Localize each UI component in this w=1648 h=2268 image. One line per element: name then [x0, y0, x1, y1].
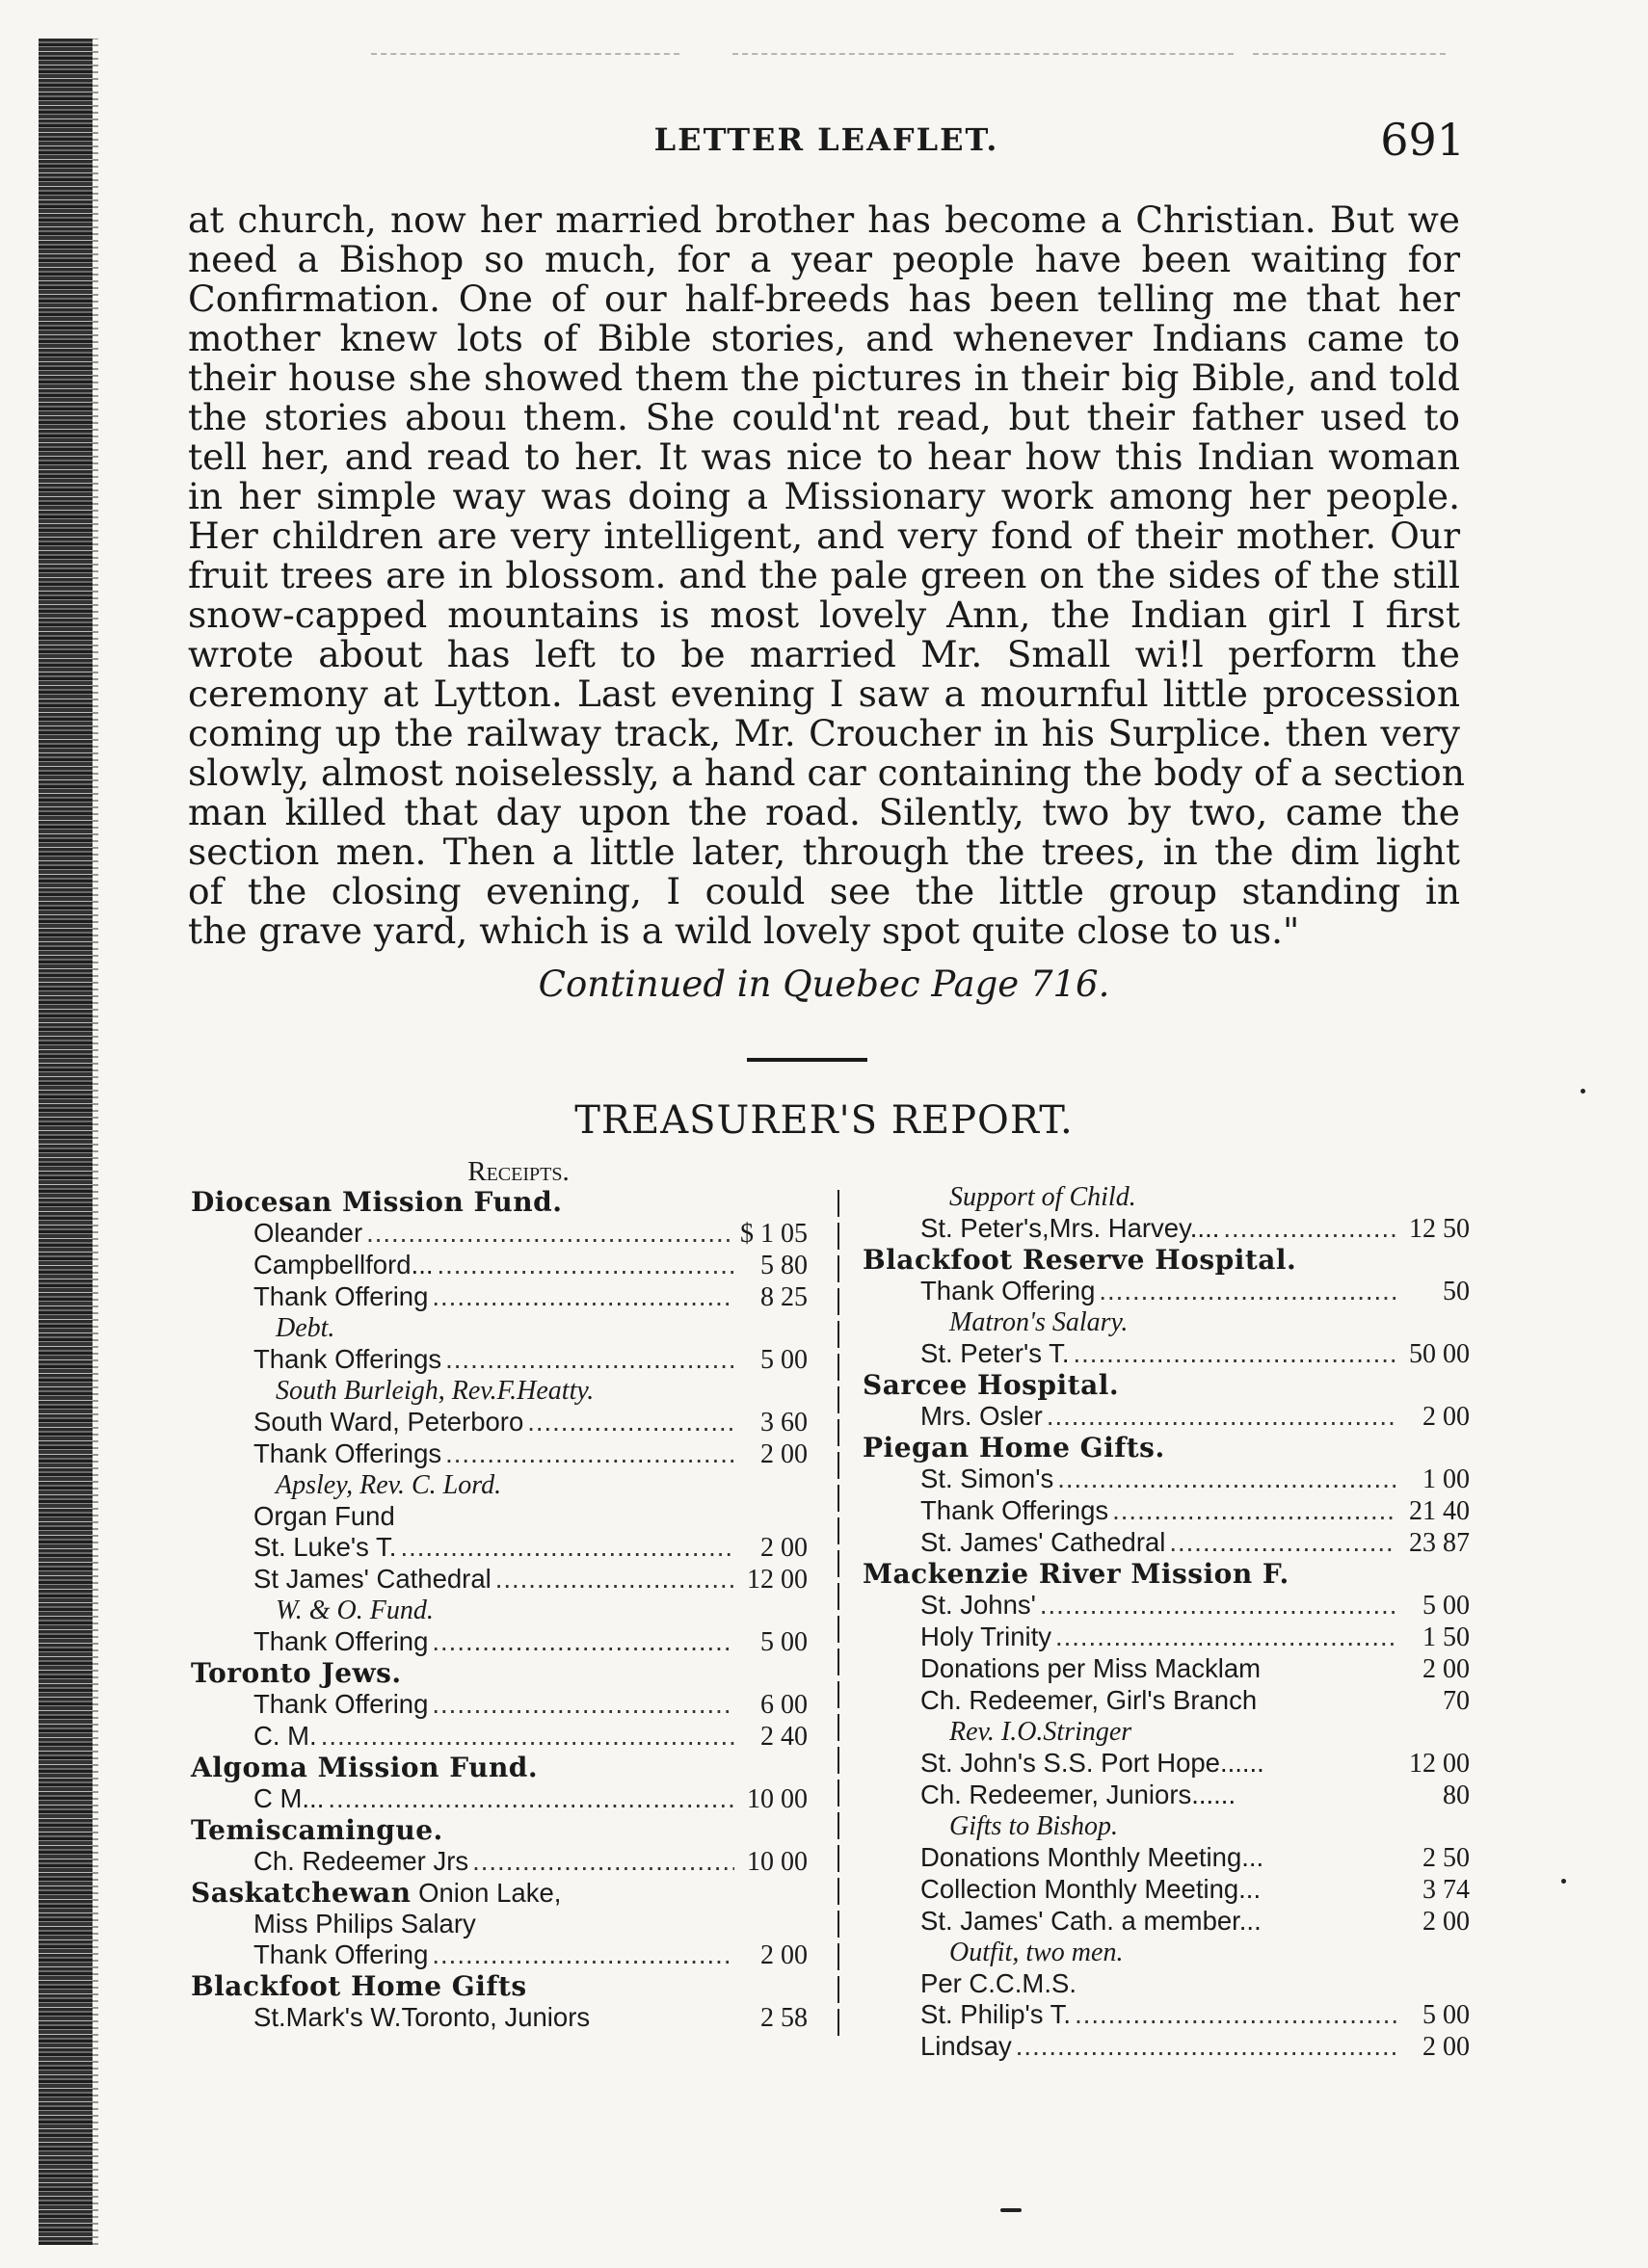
receipt-row — [191, 1218, 808, 1250]
letter-line: tell her, and read to her. It was nice to hear how this Indian woman — [188, 435, 1460, 478]
letter-line: mother knew lots of Bible stories, and whenever Indians came to — [188, 317, 1460, 359]
letter-line: Confirmation. One of our half-breeds has been telling me that her — [188, 277, 1460, 320]
receipt-label: South Ward, Peterboro — [253, 1407, 524, 1437]
receipt-row — [863, 1401, 1470, 1433]
receipt-amount: 6 00 — [760, 1690, 808, 1720]
letter-line: man killed that day upon the road. Silently, two by two, came the — [188, 791, 1460, 833]
receipt-amount: 80 — [1443, 1780, 1470, 1810]
dot-leader — [432, 1939, 734, 1970]
receipt-label: Campbellford... — [253, 1250, 434, 1279]
receipt-row — [863, 1590, 1470, 1622]
letter-line: wrote about has left to be married Mr. Small wi!l perform the — [188, 633, 1460, 675]
sub-heading: Support of Child. — [949, 1182, 1136, 1212]
receipt-row — [863, 2031, 1470, 2063]
fund-heading: Temiscamingue. — [191, 1814, 443, 1846]
receipt-row — [191, 2002, 808, 2034]
receipt-amount: 50 00 — [1409, 1339, 1470, 1369]
receipt-amount: 3 74 — [1422, 1875, 1470, 1905]
receipt-label: St. James' Cath. a member... — [920, 1906, 1262, 1936]
letter-line: section men. Then a little later, through the trees, in the dim light — [188, 831, 1460, 873]
column-divider — [837, 1190, 839, 2038]
page-number: 691 — [1380, 114, 1465, 166]
receipt-label: Collection Monthly Meeting... — [920, 1874, 1262, 1904]
sub-heading: Debt. — [276, 1313, 335, 1343]
continued-note: Continued in Quebec Page 716. — [538, 963, 1110, 1005]
dot-leader — [1169, 1527, 1396, 1558]
receipt-row — [191, 1250, 808, 1281]
receipt-row — [191, 1344, 808, 1376]
dot-leader — [1016, 2031, 1396, 2062]
receipt-label: St. Simon's — [920, 1464, 1054, 1493]
letter-line: of the closing evening, I could see the little group standing in — [188, 870, 1460, 912]
dot-leader — [1074, 1338, 1396, 1369]
receipt-row — [863, 1653, 1470, 1685]
receipt-label: Thank Offering — [253, 1626, 429, 1656]
receipt-label: St. Philip's T. — [920, 1999, 1072, 2029]
receipt-amount: 12 00 — [747, 1565, 808, 1595]
fund-heading — [191, 1878, 808, 1909]
dot-leader — [1099, 1276, 1396, 1306]
dot-leader — [366, 1218, 734, 1249]
receipt-row — [191, 1939, 808, 1971]
receipt-label: Ch. Redeemer Jrs — [253, 1846, 469, 1876]
receipt-amount: 5 00 — [760, 1345, 808, 1375]
receipt-row — [863, 1213, 1470, 1245]
receipt-amount: 5 80 — [760, 1251, 808, 1280]
receipt-row — [191, 1564, 808, 1596]
receipt-row — [191, 1532, 808, 1564]
receipt-amount: 2 00 — [760, 1533, 808, 1563]
receipt-label: St. Peter's T. — [920, 1338, 1070, 1368]
dot-leader — [1057, 1464, 1396, 1494]
receipt-row — [863, 1842, 1470, 1874]
entry-note: Organ Fund — [253, 1501, 395, 1531]
receipt-row — [863, 1874, 1470, 1906]
receipt-label: Thank Offering — [253, 1689, 429, 1719]
page-header — [188, 114, 1465, 171]
dot-leader — [445, 1438, 734, 1469]
receipt-amount: 2 00 — [1422, 1907, 1470, 1937]
receipt-row — [191, 1783, 808, 1815]
letter-line: the stories abouı them. She could'nt read, but their father used to — [188, 396, 1460, 438]
dot-leader — [472, 1846, 734, 1877]
dot-leader — [527, 1407, 734, 1437]
receipt-amount: 12 50 — [1409, 1214, 1470, 1244]
section-rule — [747, 1058, 867, 1062]
receipt-row — [863, 1276, 1470, 1307]
letter-line: need a Bishop so much, for a year people have been waiting for — [188, 238, 1460, 280]
receipt-label: Donations per Miss Macklam — [920, 1653, 1262, 1683]
receipt-label: Thank Offering — [253, 1939, 429, 1969]
receipt-amount: 70 — [1443, 1686, 1470, 1716]
letter-line: the grave yard, which is a wild lovely spot quite close to us." — [188, 910, 1300, 952]
fund-heading-location: Onion Lake, — [411, 1878, 562, 1908]
receipt-label: St. James' Cathedral — [920, 1527, 1166, 1557]
receipt-row — [191, 1721, 808, 1753]
sub-heading: W. & O. Fund. — [276, 1596, 434, 1625]
scan-artifact-line — [732, 53, 1234, 57]
dot-leader — [1047, 1401, 1396, 1432]
receipt-amount: $ 1 05 — [740, 1219, 808, 1249]
fund-heading: Diocesan Mission Fund. — [191, 1186, 563, 1218]
sub-heading: Rev. I.O.Stringer — [949, 1717, 1132, 1747]
receipt-label: Oleander — [253, 1218, 363, 1248]
receipt-row — [863, 1464, 1470, 1495]
receipt-amount: 12 00 — [1409, 1749, 1470, 1779]
dot-leader — [1055, 1622, 1396, 1652]
receipt-label: C M... — [253, 1783, 325, 1813]
sub-heading: Gifts to Bishop. — [949, 1811, 1119, 1841]
letter-line: fruit trees are in blossom. and the pale green on the sides of the still — [188, 554, 1460, 596]
receipts-heading: Receipts. — [467, 1156, 570, 1187]
sub-heading: South Burleigh, Rev.F.Heatty. — [276, 1376, 595, 1406]
dot-leader — [432, 1689, 734, 1720]
receipt-amount: 5 00 — [760, 1627, 808, 1657]
fund-heading: Algoma Mission Fund. — [191, 1752, 539, 1783]
receipt-row — [863, 1748, 1470, 1780]
dot-leader — [328, 1783, 734, 1814]
letter-line: in her simple way was doing a Missionary work among her people. — [188, 475, 1460, 517]
letter-line: their house she showed them the pictures in their big Bible, and told — [188, 356, 1460, 399]
receipt-row — [863, 1999, 1470, 2031]
dot-leader — [437, 1250, 734, 1280]
receipt-row — [863, 1495, 1470, 1527]
sub-heading: Apsley, Rev. C. Lord. — [276, 1470, 502, 1500]
receipt-label: St.Mark's W.Toronto, Juniors — [253, 2002, 591, 2032]
receipt-amount: 5 00 — [1422, 2000, 1470, 2030]
receipt-amount: 1 00 — [1422, 1464, 1470, 1494]
letter-line: ceremony at Lytton. Last evening I saw a mournful little procession — [188, 672, 1460, 715]
scan-speck — [1000, 2208, 1022, 2212]
receipt-amount: 10 00 — [747, 1784, 808, 1814]
receipt-amount: 2 00 — [760, 1439, 808, 1469]
dot-leader — [1112, 1495, 1396, 1526]
fund-heading: Toronto Jews. — [191, 1657, 402, 1689]
fund-heading: Sarcee Hospital. — [863, 1369, 1120, 1401]
receipts-right-column — [863, 1182, 1470, 2063]
fund-heading-name: Saskatchewan — [191, 1877, 412, 1909]
receipt-label: Thank Offerings — [920, 1495, 1109, 1525]
receipt-row — [191, 1407, 808, 1438]
receipt-amount: 8 25 — [760, 1282, 808, 1312]
dot-leader — [495, 1564, 734, 1595]
receipt-label: Lindsay — [920, 2031, 1012, 2061]
receipt-amount: 2 40 — [760, 1722, 808, 1752]
fund-heading: Blackfoot Reserve Hospital. — [863, 1244, 1297, 1276]
scan-speck — [1581, 1089, 1585, 1094]
receipt-label: Thank Offering — [253, 1281, 429, 1311]
receipt-amount: 3 60 — [760, 1408, 808, 1437]
receipt-label: St. Luke's T. — [253, 1532, 397, 1562]
dot-leader — [400, 1532, 734, 1563]
receipt-label: Mrs. Osler — [920, 1401, 1043, 1431]
scan-speck — [1561, 1879, 1566, 1884]
receipt-row — [863, 1622, 1470, 1653]
receipt-amount: 2 00 — [1422, 1654, 1470, 1684]
letter-line: slowly, almost noiselessly, a hand car containing the body of a section — [188, 752, 1465, 794]
receipt-amount: 21 40 — [1409, 1496, 1470, 1526]
receipt-amount: 1 50 — [1422, 1622, 1470, 1652]
receipt-label: Thank Offerings — [253, 1438, 442, 1468]
entry-note: Miss Philips Salary — [253, 1909, 476, 1938]
dot-leader — [1075, 1999, 1396, 2030]
receipt-row — [191, 1281, 808, 1313]
dot-leader — [432, 1281, 734, 1312]
receipt-label: St James' Cathedral — [253, 1564, 492, 1594]
letter-line: snow-capped mountains is most lovely Ann, the Indian girl I first — [188, 593, 1460, 636]
receipt-row — [191, 1438, 808, 1470]
report-title: TREASURER'S REPORT. — [574, 1098, 1074, 1143]
running-title: LETTER LEAFLET. — [653, 121, 999, 158]
receipts-left-column — [191, 1156, 808, 2034]
receipt-amount: 5 00 — [1422, 1591, 1470, 1621]
receipt-row — [863, 1780, 1470, 1811]
receipt-amount: 2 50 — [1422, 1843, 1470, 1873]
sub-heading: Matron's Salary. — [949, 1307, 1129, 1337]
receipt-label: Ch. Redeemer, Juniors...... — [920, 1780, 1236, 1809]
fund-heading: Mackenzie River Mission F. — [863, 1558, 1289, 1590]
receipt-amount: 2 58 — [760, 2003, 808, 2033]
receipt-label: Donations Monthly Meeting... — [920, 1842, 1264, 1872]
dot-leader — [445, 1344, 734, 1375]
receipt-row — [863, 1685, 1470, 1717]
receipt-amount: 2 00 — [1422, 2032, 1470, 2062]
letter-line: Her children are very intelligent, and very fond of their mother. Our — [188, 514, 1460, 557]
letter-line: coming up the railway track, Mr. Croucher in his Surplice. then very — [188, 712, 1460, 754]
dot-leader — [321, 1721, 734, 1752]
receipt-label: C. M. — [253, 1721, 317, 1751]
letter-body — [188, 198, 1465, 952]
scan-artifact-line — [371, 53, 679, 57]
dot-leader — [432, 1626, 734, 1657]
receipt-label: St. John's S.S. Port Hope...... — [920, 1748, 1264, 1778]
receipt-amount: 23 87 — [1409, 1528, 1470, 1558]
receipt-label: Thank Offering — [920, 1276, 1096, 1305]
receipt-label: Ch. Redeemer, Girl's Branch — [920, 1685, 1258, 1715]
scan-artifact-line — [1253, 53, 1446, 57]
receipt-label: Thank Offerings — [253, 1344, 442, 1374]
receipt-row — [863, 1906, 1470, 1938]
receipt-row — [863, 1338, 1470, 1370]
receipt-label: St. Johns' — [920, 1590, 1036, 1620]
receipt-label: St. Peter's,Mrs. Harvey.... — [920, 1213, 1220, 1243]
receipt-amount: 2 00 — [1422, 1402, 1470, 1432]
receipt-row — [191, 1689, 808, 1721]
receipt-amount: 10 00 — [747, 1847, 808, 1877]
receipt-row — [191, 1626, 808, 1658]
fund-heading: Blackfoot Home Gifts — [191, 1970, 527, 2002]
dot-leader — [1223, 1213, 1396, 1244]
receipt-amount: 2 00 — [760, 1940, 808, 1970]
receipt-row — [191, 1846, 808, 1878]
receipt-row — [863, 1527, 1470, 1559]
receipt-amount: 50 — [1443, 1277, 1470, 1306]
sub-heading: Outfit, two men. — [949, 1938, 1124, 1967]
entry-note: Per C.C.M.S. — [920, 1968, 1077, 1998]
receipt-label: Holy Trinity — [920, 1622, 1051, 1651]
letter-line: at church, now her married brother has become a Christian. But we — [188, 198, 1460, 241]
fund-heading: Piegan Home Gifts. — [863, 1432, 1165, 1464]
dot-leader — [1040, 1590, 1396, 1621]
